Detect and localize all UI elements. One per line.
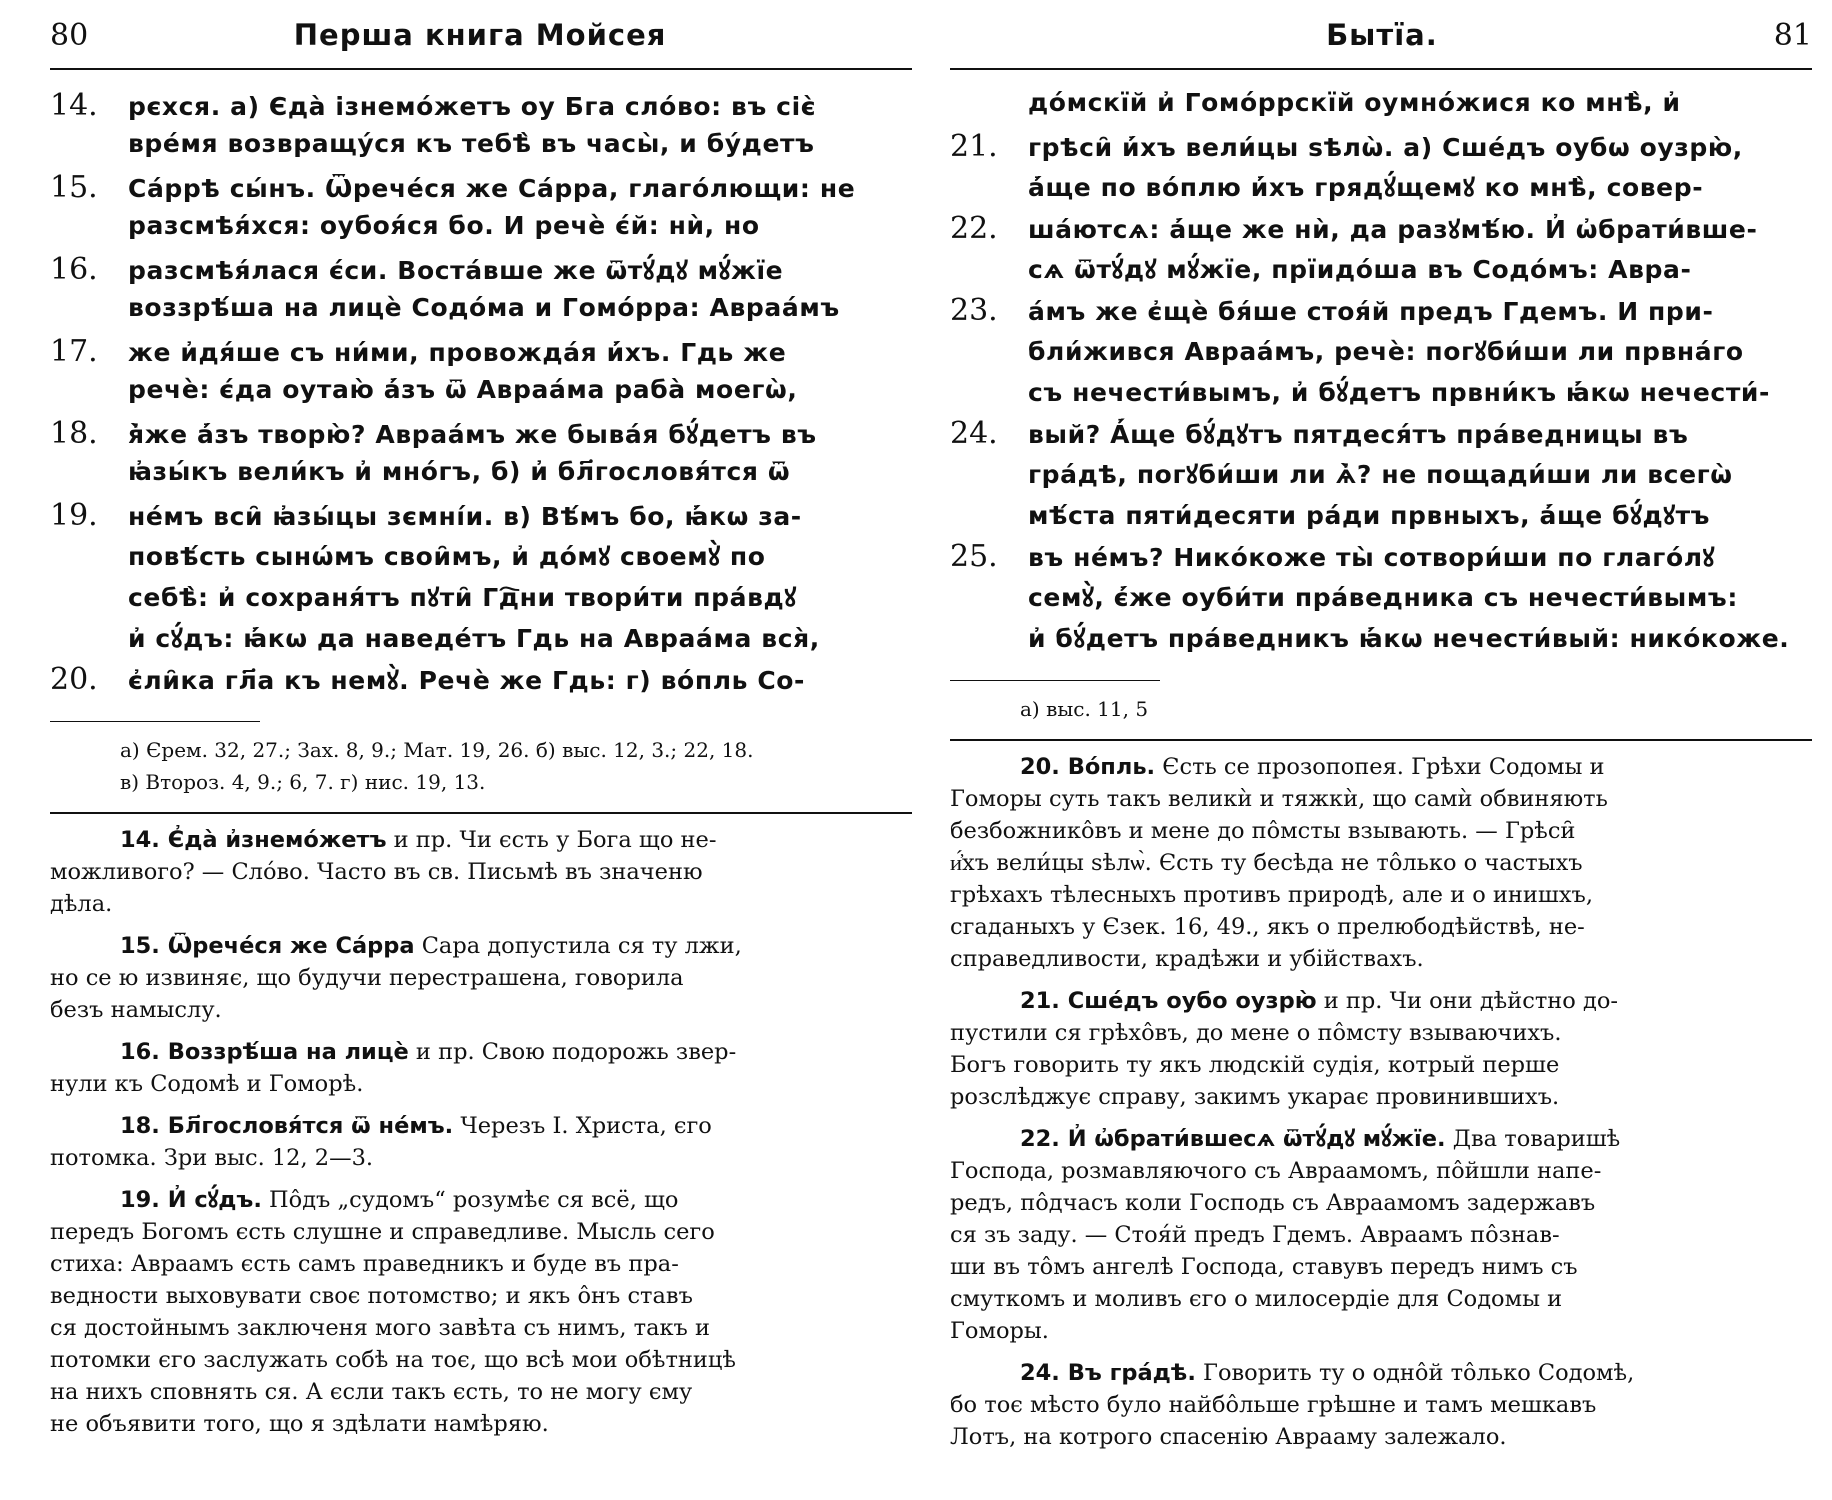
comment-line: Богъ говорить ту якъ людскій судія, котрый перше [950, 1052, 1560, 1078]
verse-line [950, 580, 1812, 621]
verse-line [50, 129, 912, 170]
comment-line: не объявити того, що я здѣлати намѣряю. [50, 1411, 549, 1437]
verse-text: мѣ́ста пяти́десяти ра́ди првныхъ, а҆́ще бꙋ́дꙋтъ [1028, 501, 1711, 530]
verse-line [950, 375, 1812, 416]
verse-text: є҆ли̑ка гл҃а къ немꙋ̀. Речѐ же Гдь: г) во́пль Со- [128, 666, 806, 695]
verse-line [950, 334, 1812, 375]
comment-heading: 16. Воззрѣ́ша на лицѐ [120, 1039, 409, 1065]
comment-heading: 20. Во́пль. [1020, 754, 1156, 780]
footnote-line: а) выс. 11, 5 [1020, 697, 1149, 721]
comment-line: безъ намыслу. [50, 997, 222, 1023]
comment-line [950, 1357, 1812, 1389]
comment-line: ся достойнымъ заключеня мого завѣта съ нимъ, такъ и [50, 1315, 711, 1341]
verse-line [50, 539, 912, 580]
comment-text: Говорить ту о однôй тôлько Содомѣ, [1195, 1360, 1635, 1386]
comment-text: Пôдъ „судомъ“ розумѣє ся всё, що [261, 1187, 679, 1213]
comment-text: Сара допустила ся ту лжи, [414, 933, 742, 959]
verse-block [950, 88, 1812, 662]
comment-line: передъ Богомъ єсть слушне и справедливе. Мысль сего [50, 1219, 715, 1245]
comment-line: смуткомъ и моливъ єго о милосердіе для Содомы и [950, 1286, 1563, 1312]
verse-text: сѧ ѿтꙋ́дꙋ мꙋ́жїе, прїидо́ша въ Содо́мъ: Авра- [1028, 255, 1692, 284]
comment-line: и҆́хъ вели́цы ѕѣлѡ̀. Єсть ту бесѣда не тôлько о частыхъ [950, 850, 1583, 876]
verse-text: семꙋ̀, є҆́же оуби́ти пра́ведника съ нечести́вымъ: [1028, 583, 1738, 612]
verse-line [50, 457, 912, 498]
comment-line: пустили ся грѣхôвъ, до мене о пôмсту взываючихъ. [950, 1020, 1562, 1046]
left-page-header [50, 18, 912, 62]
verse-text: бли́жився Авраа́мъ, речѐ: погꙋби́ши ли првна́го [1028, 337, 1744, 366]
verse-text: ꙗ҆зы́къ вели́къ и҆ мно́гъ, б) и҆ бл҃гословя́тся ѿ [128, 457, 791, 486]
verse-line [950, 252, 1812, 293]
comment-line: нули къ Содомѣ и Гоморѣ. [50, 1071, 364, 1097]
comment-line: Гоморы суть такъ великѝ и тяжкѝ, що самѝ обвиняють [950, 786, 1608, 812]
verse-line [950, 416, 1812, 457]
footnote-rule [950, 680, 1160, 681]
verse-line [50, 621, 912, 662]
verse-text: повѣ́сть сынѡ́мъ свои̑мъ, и҆ до́мꙋ своемꙋ̀ по [128, 542, 766, 571]
verse-number: 18. [50, 416, 98, 451]
comment-heading: 18. Бл҃гословя́тся ѿ не́мъ. [120, 1113, 454, 1139]
comment-line: на нихъ сповнять ся. А єсли такъ єсть, то не могу єму [50, 1379, 693, 1405]
verse-line [950, 457, 1812, 498]
comment-line [50, 824, 912, 856]
comment-paragraph [50, 1184, 912, 1440]
comment-line [50, 1036, 912, 1068]
comment-line [950, 751, 1812, 783]
right-page-header [950, 18, 1812, 62]
comment-heading: 15. Ѿрече́ся же Са́рра [120, 933, 415, 959]
comment-heading: 14. Є҆да̀ и҆знемо́жетъ [120, 827, 387, 853]
verse-text: воззрѣ́ша на лицѐ Содо́ма и Гомо́рра: Авраа́мъ [128, 293, 840, 322]
verse-text: гра́дѣ, погꙋби́ши ли ѧ҆̀? не пощади́ши ли всегѡ̀ [1028, 460, 1733, 489]
comment-text: и пр. Свою подорожь звер- [408, 1039, 737, 1065]
comment-line: стиха: Авраамъ єсть самъ праведникъ и буде въ пра- [50, 1251, 679, 1277]
comment-line [50, 1184, 912, 1216]
comment-line: бо тоє мѣсто було найбôльше грѣшне и тамъ мешкавъ [950, 1392, 1597, 1418]
comment-line: грѣхахъ тѣлесныхъ противъ природѣ, але и о инишхъ, [950, 882, 1593, 908]
footnote-line: в) Второз. 4, 9.; 6, 7. г) нис. 19, 13. [120, 770, 486, 794]
comment-paragraph [950, 1357, 1812, 1453]
comment-line: потомка. Зри выс. 12, 2—3. [50, 1145, 374, 1171]
comment-text: и пр. Чи єсть у Бога що не- [386, 827, 717, 853]
verse-number: 16. [50, 252, 98, 287]
comment-line: потомки єго заслужать собѣ на тоє, що всѣ мои обѣтницѣ [50, 1347, 736, 1373]
running-title: Перша книга Мойсея [293, 18, 667, 52]
comment-line: ведности выховувати своє потомство; и якъ ôнъ ставъ [50, 1283, 693, 1309]
comment-heading: 24. Въ гра́дѣ. [1020, 1360, 1196, 1386]
commentary-rule [50, 812, 912, 814]
verse-number: 19. [50, 498, 98, 533]
footnotes [50, 734, 912, 798]
verse-line [50, 293, 912, 334]
page-number: 80 [50, 18, 89, 53]
verse-text: Са́ррѣ сы́нъ. Ѿрече́ся же Са́рра, глаго́лющи: не [128, 174, 856, 203]
verse-line [950, 293, 1812, 334]
verse-text: себѣ̀: и҆ сохраня́тъ пꙋти̑ Гд҇ни твори́ти пра́вдꙋ [128, 583, 797, 612]
verse-number: 21. [950, 129, 998, 164]
verse-text: рєхся. а) Єда̀ ізнемо́жетъ оу Бга сло́во: въ сіє̀ [128, 92, 817, 121]
comment-paragraph [50, 930, 912, 1026]
verse-text: вре́мя возвращу́ся къ тебѣ̀ въ часы̀, и бу́детъ [128, 129, 815, 158]
verse-text: до́мскїй и҆ Гомо́ррскїй оумно́жися ко мнѣ̀, и҆ [1028, 88, 1681, 117]
verse-line [50, 416, 912, 457]
comment-paragraph [950, 985, 1812, 1113]
verse-text: грѣси̑ и҆́хъ вели́цы ѕѣлѡ̀. а) Сше́дъ оубѡ оузрю̀, [1028, 133, 1743, 162]
verse-text: разсмѣя́лася є́си. Воста́вше же ѿтꙋ́дꙋ мꙋ́жїе [128, 256, 784, 285]
comment-paragraph [950, 1123, 1812, 1347]
comment-text: Черезъ І. Христа, єго [453, 1113, 712, 1139]
verse-text: вый? А҆́ще бꙋ́дꙋтъ пятдеся́тъ пра́ведницы въ [1028, 420, 1689, 449]
comment-line: Лотъ, на котрого спасенію Аврааму залежало. [950, 1424, 1507, 1450]
verse-text: а҆́ще по во́плю и҆́хъ грядꙋ́щемꙋ ко мнѣ̀, совер- [1028, 173, 1704, 202]
comment-line [50, 930, 912, 962]
comment-paragraph [50, 824, 912, 920]
verse-number: 14. [50, 88, 98, 123]
page-number: 81 [1773, 18, 1812, 53]
verse-line [50, 662, 912, 703]
verse-line [950, 498, 1812, 539]
comment-paragraph [950, 751, 1812, 975]
comment-line: редъ, пôдчасъ коли Господь съ Авраамомъ задержавъ [950, 1190, 1596, 1216]
verse-number: 23. [950, 293, 998, 328]
verse-line [50, 88, 912, 129]
footnote-rule [50, 721, 260, 722]
verse-number: 20. [50, 662, 98, 697]
verse-line [50, 375, 912, 416]
verse-text: ша́ютсѧ: а҆́ще же нѝ, да разꙋмѣ́ю. И҆ ѡ҆брати́вше- [1028, 215, 1758, 244]
verse-number: 15. [50, 170, 98, 205]
verse-line [950, 211, 1812, 252]
verse-line [50, 498, 912, 539]
comment-paragraph [50, 1110, 912, 1174]
commentary [950, 751, 1812, 1453]
verse-line [950, 170, 1812, 211]
verse-text: речѐ: є́да оутаю̀ а҆́зъ ѿ Авраа́ма раба̀ моегѡ̀, [128, 375, 798, 404]
running-title: Бытїа. [1326, 18, 1438, 52]
verse-text: не́мъ вси̑ ꙗ҆зы́цы зємні́и. в) Вѣ́мъ бо, ꙗ҆́кѡ за- [128, 502, 802, 531]
verse-line [50, 334, 912, 375]
comment-text: Два товаришѣ [1445, 1126, 1621, 1152]
comment-line: Гоморы. [950, 1318, 1049, 1344]
verse-text: же и҆дя́ше съ ни́ми, провожда́я и҆́хъ. Гдь же [128, 338, 787, 367]
verse-line [50, 170, 912, 211]
verse-line [50, 580, 912, 621]
comment-text: и пр. Чи они дѣйстно до- [1316, 988, 1618, 1014]
comment-line: но се ю извиняє, що будучи перестрашена, говорила [50, 965, 684, 991]
right-page [950, 18, 1812, 1488]
footnote-line: а) Єрем. 32, 27.; Зах. 8, 9.; Мат. 19, 26. б) выс. 12, 3.; 22, 18. [120, 738, 754, 762]
verse-text: я҆̀же а҆́зъ творю̀? Авраа́мъ же быва́я бꙋ́детъ въ [128, 420, 817, 449]
commentary [50, 824, 912, 1440]
commentary-rule [950, 739, 1812, 741]
comment-heading: 22. И҆ ѡ҆брати́вшесѧ ѿтꙋ́дꙋ мꙋ́жїе. [1020, 1126, 1446, 1152]
comment-line [950, 985, 1812, 1017]
footnotes [950, 693, 1812, 725]
verse-line [950, 539, 1812, 580]
comment-line: дѣла. [50, 891, 113, 917]
comment-line: можливого? — Сло́во. Часто въ св. Письмѣ въ значеню [50, 859, 703, 885]
verse-line [50, 211, 912, 252]
verse-text: и҆ сꙋ́дъ: ꙗ҆́кѡ да наведе́тъ Гдь на Авраа́ма вся̀, [128, 624, 820, 653]
header-rule [50, 68, 912, 70]
comment-line: ши въ тôмъ ангелѣ Господа, ставувъ передъ нимъ съ [950, 1254, 1578, 1280]
comment-line: безбожникôвъ и мене до пôмсты взывають. — Грѣси̑ [950, 818, 1576, 844]
left-page [50, 18, 912, 1488]
comment-line: розслѣджує справу, закимъ укарає провинившихъ. [950, 1084, 1560, 1110]
verse-number: 25. [950, 539, 998, 574]
comment-paragraph [50, 1036, 912, 1100]
verse-text: а́мъ же є҆щѐ бя́ше стоя́й предъ Гдемъ. И при- [1028, 297, 1714, 326]
comment-line: ся зъ заду. — Стоя́й предъ Гдемъ. Авраамъ пôзнав- [950, 1222, 1560, 1248]
comment-line [950, 1123, 1812, 1155]
comment-line: справедливости, крадѣжи и убійствахъ. [950, 946, 1424, 972]
comment-heading: 19. И҆ сꙋ́дъ. [120, 1187, 262, 1213]
verse-number: 22. [950, 211, 998, 246]
verse-number: 17. [50, 334, 98, 369]
comment-line: Господа, розмавляючого съ Авраамомъ, пôйшли напе- [950, 1158, 1602, 1184]
verse-line [950, 621, 1812, 662]
verse-line [50, 252, 912, 293]
comment-text: Єсть се прозопопея. Грѣхи Содомы и [1155, 754, 1605, 780]
comment-heading: 21. Сше́дъ оубо оузрю̀ [1020, 988, 1317, 1014]
verse-text: съ нечести́вымъ, и҆ бꙋ́детъ првни́къ ꙗ҆́кѡ нечести́- [1028, 378, 1771, 407]
verse-text: и҆ бꙋ́детъ пра́ведникъ ꙗ҆́кѡ нечести́вый: нико́коже. [1028, 624, 1790, 653]
verse-number: 24. [950, 416, 998, 451]
verse-line [950, 129, 1812, 170]
verse-line [950, 88, 1812, 129]
verse-text: въ не́мъ? Нико́коже ты̀ сотвори́ши по глаго́лꙋ [1028, 543, 1715, 572]
comment-line [50, 1110, 912, 1142]
header-rule [950, 68, 1812, 70]
verse-block [50, 88, 912, 703]
verse-text: разсмѣя́хся: оубоя́ся бо. И речѐ є́й: нѝ, но [128, 211, 760, 240]
comment-line: сгаданыхъ у Єзек. 16, 49., якъ о прелюбодѣйствѣ, не- [950, 914, 1585, 940]
